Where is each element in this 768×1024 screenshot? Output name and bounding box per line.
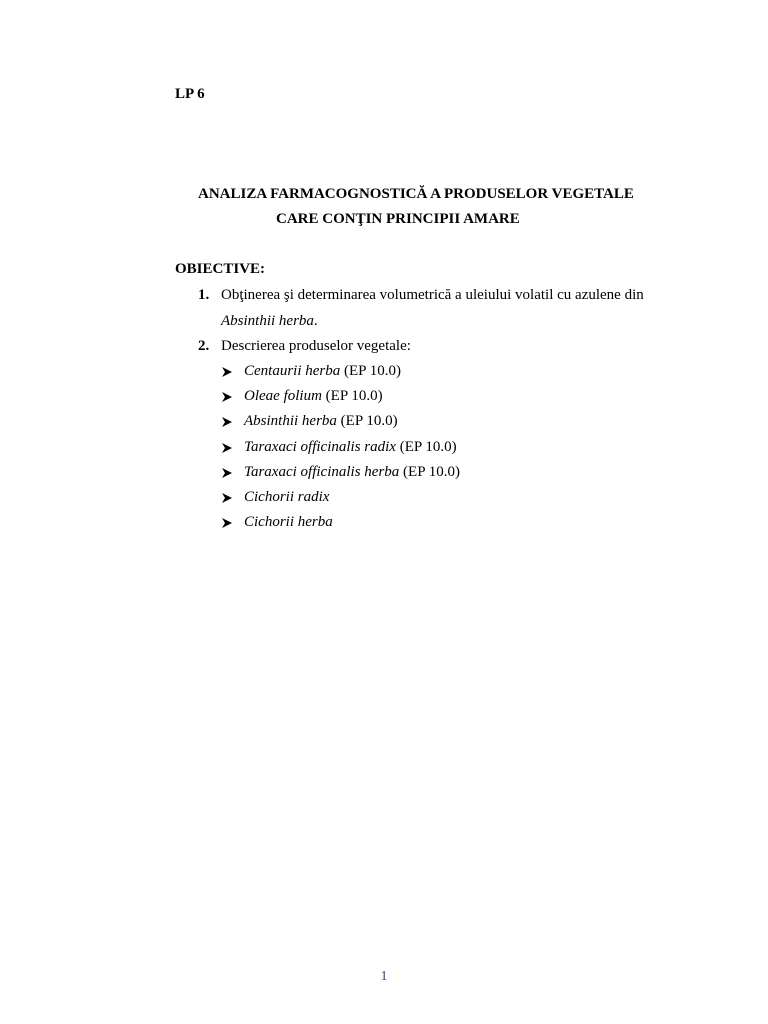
page-number: 1	[380, 969, 388, 984]
bullet-ref: (EP 10.0)	[395, 439, 457, 455]
objective-item-1-continuation	[221, 313, 318, 330]
arrow-bullet-icon	[221, 388, 235, 406]
arrow-bullet-icon	[221, 464, 235, 482]
bullet-name: Taraxaci officinalis herba	[244, 464, 400, 480]
title-line-1: ANALIZA FARMACOGNOSTICĂ A PRODUSELOR VEGETALE	[198, 186, 634, 202]
arrow-bullet-icon	[221, 489, 235, 507]
objective-number-2: 2.	[198, 338, 210, 354]
objective-number-1: 1.	[198, 287, 210, 303]
bullet-name: Cichorii herba	[244, 514, 333, 530]
arrow-bullet-icon	[221, 514, 235, 532]
title-line-2: CARE CONŢIN PRINCIPII AMARE	[276, 211, 520, 227]
bullet-name: Oleae folium	[244, 388, 322, 404]
objective-item-1-italic: Absinthii herba	[221, 313, 314, 329]
bullet-ref: (EP 10.0)	[399, 464, 460, 480]
bullet-ref: (EP 10.0)	[340, 363, 401, 379]
bullet-name: Centaurii herba	[244, 363, 341, 379]
bullet-ref: (EP 10.0)	[336, 413, 398, 429]
bullet-ref: (EP 10.0)	[321, 388, 383, 404]
bullet-name: Cichorii radix	[244, 489, 330, 505]
bullet-name: Absinthii herba	[244, 413, 337, 429]
objective-item-1-tail: .	[313, 313, 318, 329]
objective-text-1: Obţinerea şi determinarea volumetrică a uleiului volatil cu azulene din	[221, 287, 644, 303]
objectives-heading: OBIECTIVE:	[175, 261, 266, 277]
objective-text-2: Descrierea produselor vegetale:	[221, 338, 411, 354]
lab-code: LP 6	[175, 86, 205, 102]
bullet-name: Taraxaci officinalis radix	[244, 439, 396, 455]
arrow-bullet-icon	[221, 439, 235, 457]
arrow-bullet-icon	[221, 363, 235, 381]
arrow-bullet-icon	[221, 413, 235, 431]
